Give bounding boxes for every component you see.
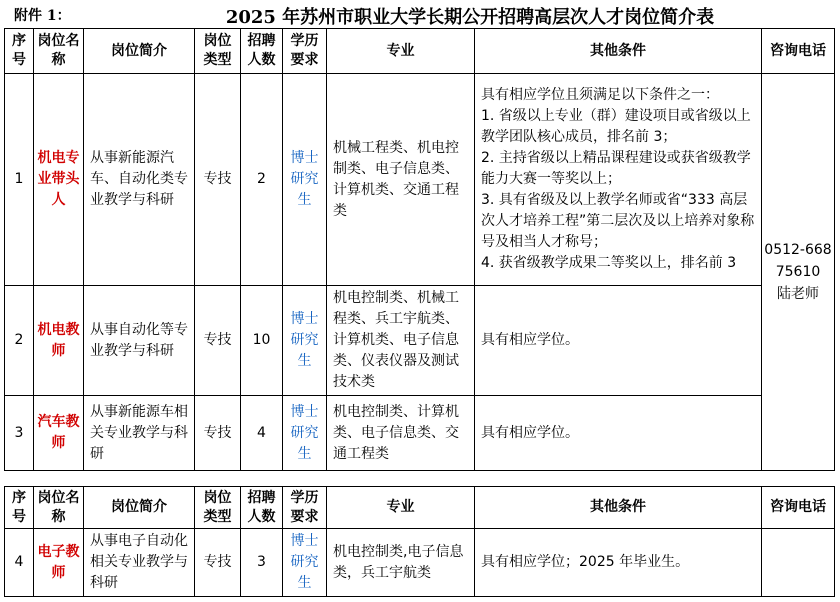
position-intro: 从事自动化等专业教学与科研 <box>84 286 195 396</box>
contact-cell <box>762 74 835 471</box>
other-conditions: 具有相应学位。 <box>475 396 762 471</box>
major: 机电控制类、计算机类、电子信息类、交通工程类 <box>327 396 475 471</box>
header-contact: 咨询电话 <box>762 29 835 74</box>
header-other: 其他条件 <box>475 29 762 74</box>
table-row <box>5 286 835 396</box>
education-requirement: 博士研究生 <box>283 396 327 471</box>
position-name: 汽车教师 <box>34 396 84 471</box>
table-row <box>5 529 835 597</box>
table-header-row <box>5 487 835 529</box>
header-edu: 学历要求 <box>283 487 327 529</box>
header-major: 专业 <box>327 487 475 529</box>
header-type: 岗位类型 <box>195 487 241 529</box>
positions-table-continued <box>4 486 835 597</box>
position-intro: 从事电子自动化相关专业教学与科研 <box>84 529 195 597</box>
page-title: 2025 年苏州市职业大学长期公开招聘高层次人才岗位简介表 <box>225 7 715 28</box>
header-edu: 学历要求 <box>283 29 327 74</box>
education-requirement: 博士研究生 <box>283 286 327 396</box>
row-no: 2 <box>5 286 34 396</box>
position-name: 机电专业带头人 <box>34 74 84 286</box>
header-intro: 岗位简介 <box>84 487 195 529</box>
header-intro: 岗位简介 <box>84 29 195 74</box>
position-intro: 从事新能源车相关专业教学与科研 <box>84 396 195 471</box>
position-type: 专技 <box>195 74 241 286</box>
header-count: 招聘人数 <box>241 487 283 529</box>
table-row <box>5 74 835 286</box>
header-no: 序号 <box>5 29 34 74</box>
attachment-label: 附件 1： <box>14 8 71 24</box>
hire-count: 10 <box>241 286 283 396</box>
hire-count: 3 <box>241 529 283 597</box>
major: 机电控制类,电子信息类，兵工宇航类 <box>327 529 475 597</box>
contact-phone: 0512-66875610 <box>764 242 832 280</box>
major: 机械工程类、机电控制类、电子信息类、计算机类、交通工程类 <box>327 74 475 286</box>
header-contact: 咨询电话 <box>762 487 835 529</box>
row-no: 1 <box>5 74 34 286</box>
position-intro: 从事新能源汽车、自动化类专业教学与科研 <box>84 74 195 286</box>
table-row <box>5 396 835 471</box>
condition-line: 具有相应学位且须满足以下条件之一： <box>481 87 719 103</box>
position-type: 专技 <box>195 396 241 471</box>
header-count: 招聘人数 <box>241 29 283 74</box>
row-no: 3 <box>5 396 34 471</box>
condition-line: 1. 省级以上专业（群）建设项目或省级以上教学团队核心成员，排名前 3； <box>481 108 751 145</box>
header-type: 岗位类型 <box>195 29 241 74</box>
other-conditions: 具有相应学位；2025 年毕业生。 <box>475 529 762 597</box>
position-name: 电子教师 <box>34 529 84 597</box>
header-name: 岗位名称 <box>34 487 84 529</box>
hire-count: 2 <box>241 74 283 286</box>
education-requirement: 博士研究生 <box>283 529 327 597</box>
hire-count: 4 <box>241 396 283 471</box>
condition-line: 4. 获省级教学成果二等奖以上，排名前 3 <box>481 255 737 271</box>
header-other: 其他条件 <box>475 487 762 529</box>
position-type: 专技 <box>195 286 241 396</box>
position-name: 机电教师 <box>34 286 84 396</box>
row-no: 4 <box>5 529 34 597</box>
condition-line: 3. 具有省级及以上教学名师或省“333 高层次人才培养工程”第二层次及以上培养对象称号及相当人才称号； <box>481 192 755 250</box>
other-conditions: 具有相应学位。 <box>475 286 762 396</box>
position-type: 专技 <box>195 529 241 597</box>
header-name: 岗位名称 <box>34 29 84 74</box>
education-requirement: 博士研究生 <box>283 74 327 286</box>
contact-person: 陆老师 <box>777 286 819 302</box>
contact-cell-empty <box>762 529 835 597</box>
major: 机电控制类、机械工程类、兵工宇航类、计算机类、电子信息类、仪表仪器及测试技术类 <box>327 286 475 396</box>
condition-line: 2. 主持省级以上精品课程建设或获省级教学能力大赛一等奖以上； <box>481 150 751 187</box>
other-conditions <box>475 74 762 286</box>
header-major: 专业 <box>327 29 475 74</box>
table-header-row <box>5 29 835 74</box>
positions-table <box>4 28 835 471</box>
header-no: 序号 <box>5 487 34 529</box>
